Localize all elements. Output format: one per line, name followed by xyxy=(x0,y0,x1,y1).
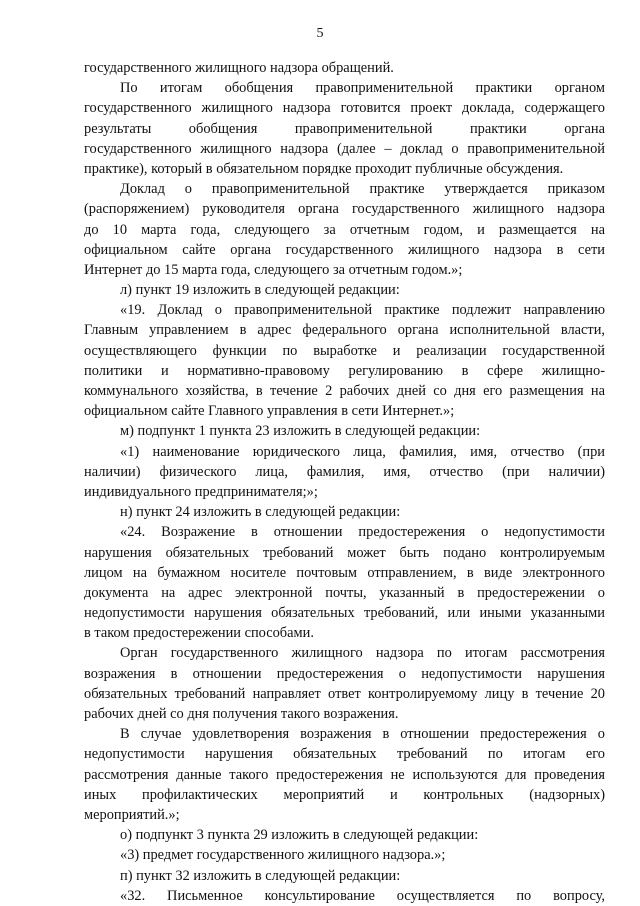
text-line: государственного жилищного надзора (далее – доклад о правоприменительной xyxy=(84,140,605,157)
text-line: государственного жилищного надзора готовится проект доклада, содержащего xyxy=(84,100,605,117)
text-line: м) подпункт 1 пункта 23 изложить в следующей редакции: xyxy=(120,423,481,440)
page-number: 5 xyxy=(316,26,324,41)
text-line: «19. Доклад о правоприменительной практике подлежит направлению xyxy=(120,302,605,319)
text-line: Главным управлением в адрес федерального органа исполнительной власти, xyxy=(84,322,605,339)
text-line: о) подпункт 3 пункта 29 изложить в следующей редакции: xyxy=(120,827,479,844)
text-line: (распоряжением) руководителя органа государственного жилищного надзора xyxy=(84,201,605,218)
text-line: «32. Письменное консультирование осуществляется по вопросу, xyxy=(120,887,605,904)
text-line: до 10 марта года, следующего за отчетным годом, и размещается на xyxy=(84,221,605,238)
text-line: «24. Возражение в отношении предостережения о недопустимости xyxy=(120,524,605,541)
text-line: документа на адрес электронной почты, указанный в предостережении о xyxy=(84,584,605,601)
text-line: нарушения обязательных требований может быть подано контролируемым xyxy=(84,544,605,561)
text-line: Орган государственного жилищного надзора по итогам рассмотрения xyxy=(120,645,605,662)
text-line: Доклад о правоприменительной практике утверждается приказом xyxy=(120,181,605,198)
text-line: возражения в отношении предостережения о недопустимости нарушения xyxy=(84,665,605,682)
text-line: индивидуального предпринимателя;»; xyxy=(84,483,318,500)
text-line: наличии) физического лица, фамилия, имя, отчество (при наличии) xyxy=(84,463,605,480)
text-line: политики и нормативно-правовому регулированию в сфере жилищно- xyxy=(84,362,605,379)
text-line: коммунального хозяйства, в течение 2 рабочих дней со дня его размещения на xyxy=(84,383,605,399)
text-line: «3) предмет государственного жилищного надзора.»; xyxy=(120,847,446,864)
text-line: рассмотрения данные такого предостережения не используются для проведения xyxy=(84,766,605,783)
text-line: недопустимости нарушения обязательных требований по итогам его xyxy=(84,746,605,763)
text-line: в таком предостережении способами. xyxy=(84,625,314,642)
text-line: практике), который в обязательном порядке проходит публичные обсуждения. xyxy=(84,160,564,177)
text-line: Интернет до 15 марта года, следующего за отчетным годом.»; xyxy=(84,261,463,278)
text-line: рабочих дней со дня получения такого возражения. xyxy=(84,706,399,722)
text-line: официальном сайте органа государственного жилищного надзора в сети xyxy=(84,241,605,258)
text-line: официальном сайте Главного управления в сети Интернет.»; xyxy=(84,403,455,420)
text-line: иных профилактических мероприятий и контрольных (надзорных) xyxy=(84,786,605,803)
text-line: обязательных требований направляет ответ контролируемому лицу в течение 20 xyxy=(84,685,605,702)
text-line: н) пункт 24 изложить в следующей редакции: xyxy=(120,504,401,521)
text-line: лицом на бумажном носителе почтовым отправлением, в виде электронного xyxy=(84,564,605,581)
document-body xyxy=(84,58,605,906)
text-line: государственного жилищного надзора обращений. xyxy=(84,60,394,76)
text-line: По итогам обобщения правоприменительной практики органом xyxy=(120,80,605,97)
text-line: мероприятий.»; xyxy=(84,806,180,823)
text-line: В случае удовлетворения возражения в отношении предостережения о xyxy=(120,726,605,743)
text-line: осуществляющего функции по выработке и реализации государственной xyxy=(84,342,605,359)
text-line: недопустимости нарушения обязательных требований, или иными указанными xyxy=(84,605,605,622)
text-line: «1) наименование юридического лица, фамилия, имя, отчество (при xyxy=(120,443,605,460)
text-line: л) пункт 19 изложить в следующей редакции: xyxy=(120,282,400,299)
text-line: п) пункт 32 изложить в следующей редакции: xyxy=(120,867,401,884)
text-line: результаты обобщения правоприменительной практики органа xyxy=(84,120,605,137)
